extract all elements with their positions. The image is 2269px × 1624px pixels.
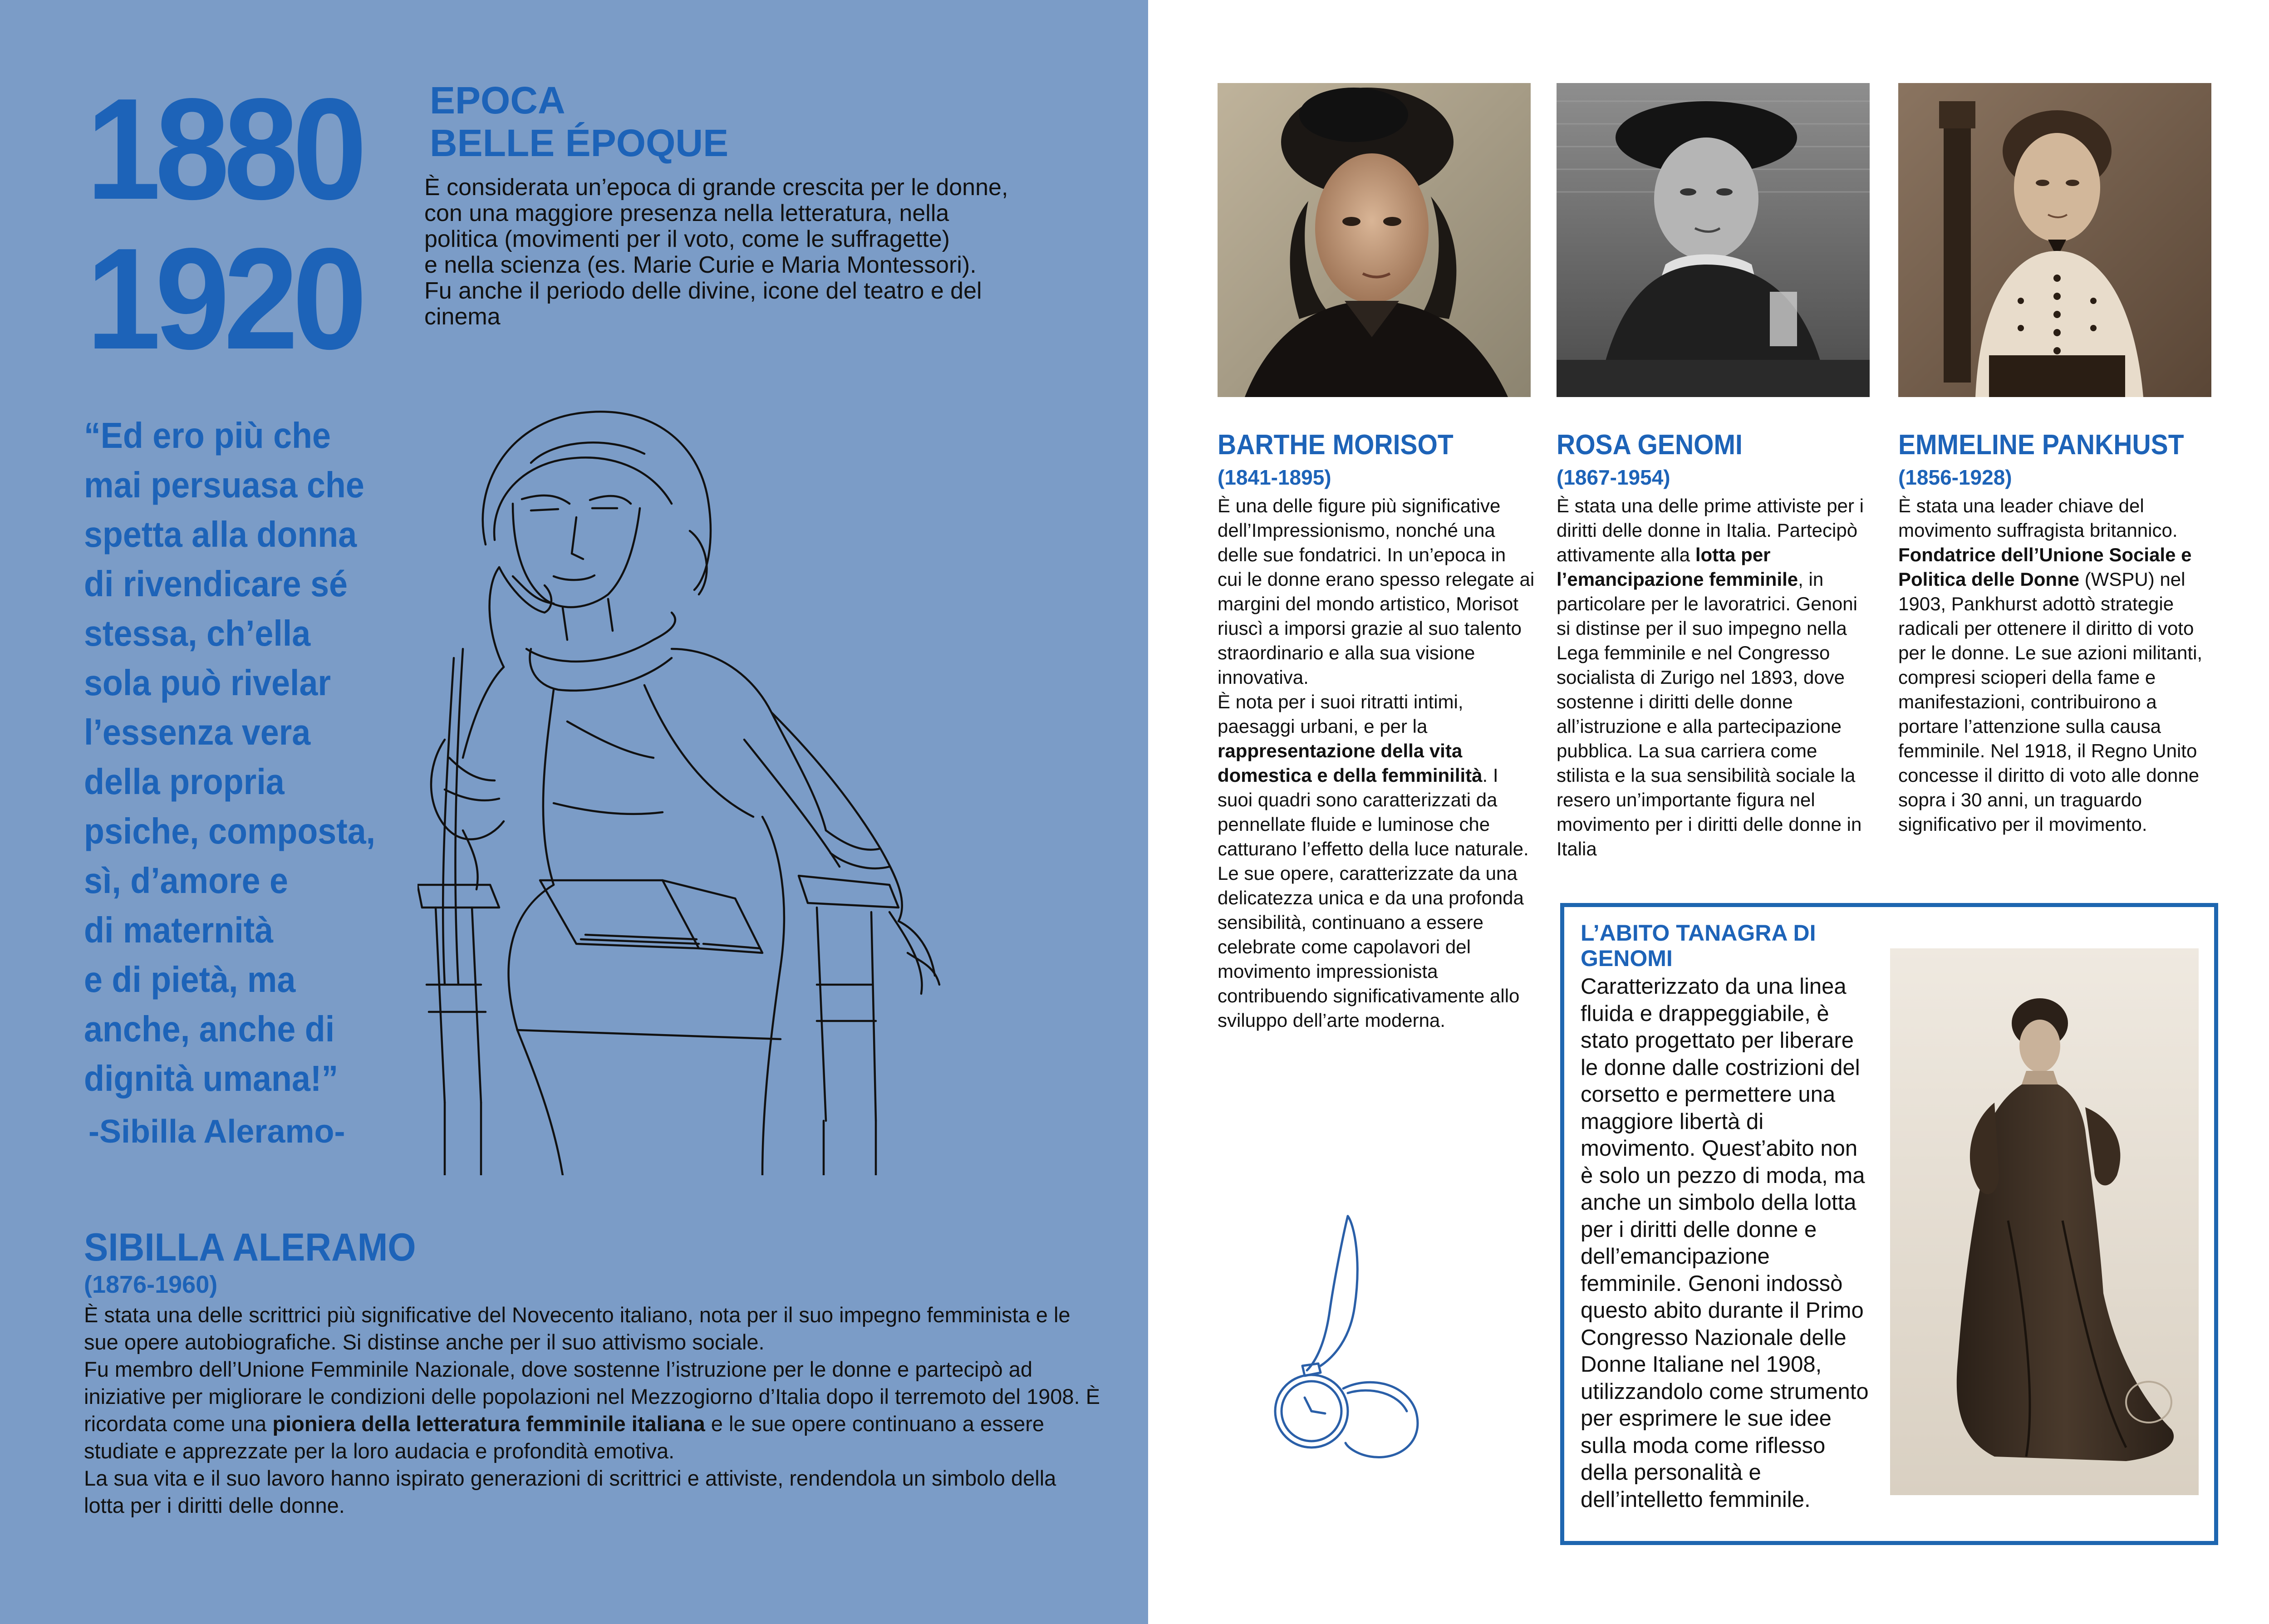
tanagra-dress-photo — [1890, 948, 2199, 1495]
epoch-label: EPOCA — [430, 79, 565, 122]
morisot-p2-text-end: . I suoi quadri sono caratterizzati da pennellate fluide e luminose che catturano l’effetto della luce naturale. — [1218, 765, 1529, 859]
genoni-bio — [1557, 494, 1865, 861]
sibilla-p2-bold: pioniera della letteratura femminile italiana — [272, 1412, 705, 1436]
genoni-bold: lotta per l’emancipazione femminile — [1557, 544, 1798, 590]
pankhurst-bold: Fondatrice dell’Unione Sociale e Politica delle Donne — [1898, 544, 2192, 590]
genoni-portrait-image — [1557, 83, 1870, 397]
morisot-dates: (1841-1895) — [1218, 466, 1331, 489]
tanagra-title: L’ABITO TANAGRA DI GENOMI — [1581, 920, 1816, 971]
genoni-name: ROSA GENOMI — [1557, 429, 1743, 461]
seated-woman-illustration — [417, 395, 1071, 1175]
morisot-paragraph-3: Le sue opere, caratterizzate da una delicatezza unica e da una profonda sensibilità, continuano a essere celebrate come capolavori del movimento impressionista contribuendo significativamente allo sviluppo dell’arte moderna. — [1218, 863, 1524, 1031]
morisot-paragraph-2 — [1218, 690, 1535, 861]
genoni-text: È stata una delle prime attiviste per i diritti delle donne in Italia. Partecipò attivamente alla — [1557, 495, 1864, 565]
morisot-bio — [1218, 494, 1535, 1033]
sibilla-bio — [84, 1301, 1100, 1519]
sibilla-p2-text: Fu membro dell’Unione Femminile Nazionale, dove sostenne l’istruzione per le donne e partecipò ad iniziative per migliorare le condizioni delle popolazioni nel Mezzogiorno d’Italia dopo il terremoto del 1908. È ricordata come una — [84, 1357, 1100, 1436]
quote-author: -Sibilla Aleramo- — [88, 1114, 345, 1150]
year-start: 1880 — [86, 69, 361, 230]
pankhurst-portrait-image — [1898, 83, 2211, 397]
morisot-name: BARTHE MORISOT — [1218, 429, 1454, 461]
intro-text: È considerata un’epoca di grande crescita per le donne, con una maggiore presenza nella letteratura, nella politica (movimenti per il voto, come le suffragette) e nella scienza (es. Marie Curie e Maria Montessori). Fu anche il periodo delle divine, icone del teatro e del cinema — [424, 174, 1008, 330]
sibilla-paragraph-2 — [84, 1356, 1100, 1465]
genoni-dates: (1867-1954) — [1557, 466, 1670, 489]
pankhurst-bio — [1898, 494, 2211, 837]
year-end: 1920 — [86, 218, 361, 379]
morisot-paragraph-1: È una delle figure più significative dell’Impressionismo, nonché una delle sue fondatrici. In un’epoca in cui le donne erano spesso relegate ai margini del mondo artistico, Morisot riuscì a imporsi grazie al suo talento straordinario e alla sua visione innovativa. — [1218, 495, 1535, 688]
sibilla-name: SIBILLA ALERAMO — [84, 1226, 416, 1269]
morisot-p2-bold: rappresentazione della vita domestica e della femminilità — [1218, 740, 1483, 786]
morisot-portrait-image — [1218, 83, 1531, 397]
sibilla-paragraph-3: La sua vita e il suo lavoro hanno ispirato generazioni di scrittrici e attiviste, rendendola un simbolo della lotta per i diritti delle donne. — [84, 1466, 1056, 1517]
pocket-watch-illustration — [1257, 1207, 1448, 1470]
genoni-paragraph — [1557, 494, 1865, 861]
quote-text: “Ed ero più che mai persuasa che spetta alla donna di rivendicare sé stessa, ch’ella sola può rivelar l’essenza vera della propria psiche, composta, sì, d’amore e di maternità e di pietà, ma anche, anche di dignità umana!” — [84, 415, 376, 1099]
morisot-p2-text: È nota per i suoi ritratti intimi, paesaggi urbani, e per la — [1218, 691, 1464, 737]
genoni-text-end: , in particolare per le lavoratrici. Genoni si distinse per il suo impegno nella Lega femminile e nel Congresso socialista di Zurigo nel 1893, dove sostenne i diritti delle donne all’istruzione e alla partecipazione pubblica. La sua carriera come stilista e la sua sensibilità sociale la resero un’importante figura nel movimento per i diritti delle donne in Italia — [1557, 569, 1862, 859]
sibilla-p2-text-end: e le sue opere continuano a essere studiate e apprezzate per la loro audacia e profondità emotiva. — [84, 1412, 1045, 1463]
sibilla-dates: (1876-1960) — [84, 1271, 218, 1298]
tanagra-text: Caratterizzato da una linea fluida e drappeggiabile, è stato progettato per liberare le donne dalle costrizioni del corsetto e permettere una maggiore libertà di movimento. Quest’abito non è solo un pezzo di moda, ma anche un simbolo della lotta per i diritti delle donne e dell’emancipazione femminile. Genoni indossò questo abito durante il Primo Congresso Nazionale delle Donne Italiane nel 1908, utilizzandolo come strumento per esprimere le sue idee sulla moda come riflesso della personalità e dell’intelletto femminile. — [1581, 974, 1869, 1512]
pankhurst-text: È stata una leader chiave del movimento suffragista britannico. — [1898, 495, 2178, 541]
pankhurst-text-end: (WSPU) nel 1903, Pankhurst adottò strategie radicali per ottenere il diritto di voto per le donne. Le sue azioni militanti, compresi scioperi della fame e manifestazioni, contribuirono a portare l’attenzione sulla causa femminile. Nel 1918, il Regno Unito concesse il diritto di voto alle donne sopra i 30 anni, un traguardo significativo per il movimento. — [1898, 569, 2203, 835]
epoch-name: BELLE ÉPOQUE — [430, 122, 729, 164]
pankhurst-paragraph — [1898, 494, 2211, 837]
sibilla-paragraph-1: È stata una delle scrittrici più significative del Novecento italiano, nota per il suo impegno femminista e le sue opere autobiografiche. Si distinse anche per il suo attivismo sociale. — [84, 1303, 1071, 1354]
pankhurst-dates: (1856-1928) — [1898, 466, 2012, 489]
pankhurst-name: EMMELINE PANKHUST — [1898, 429, 2184, 461]
